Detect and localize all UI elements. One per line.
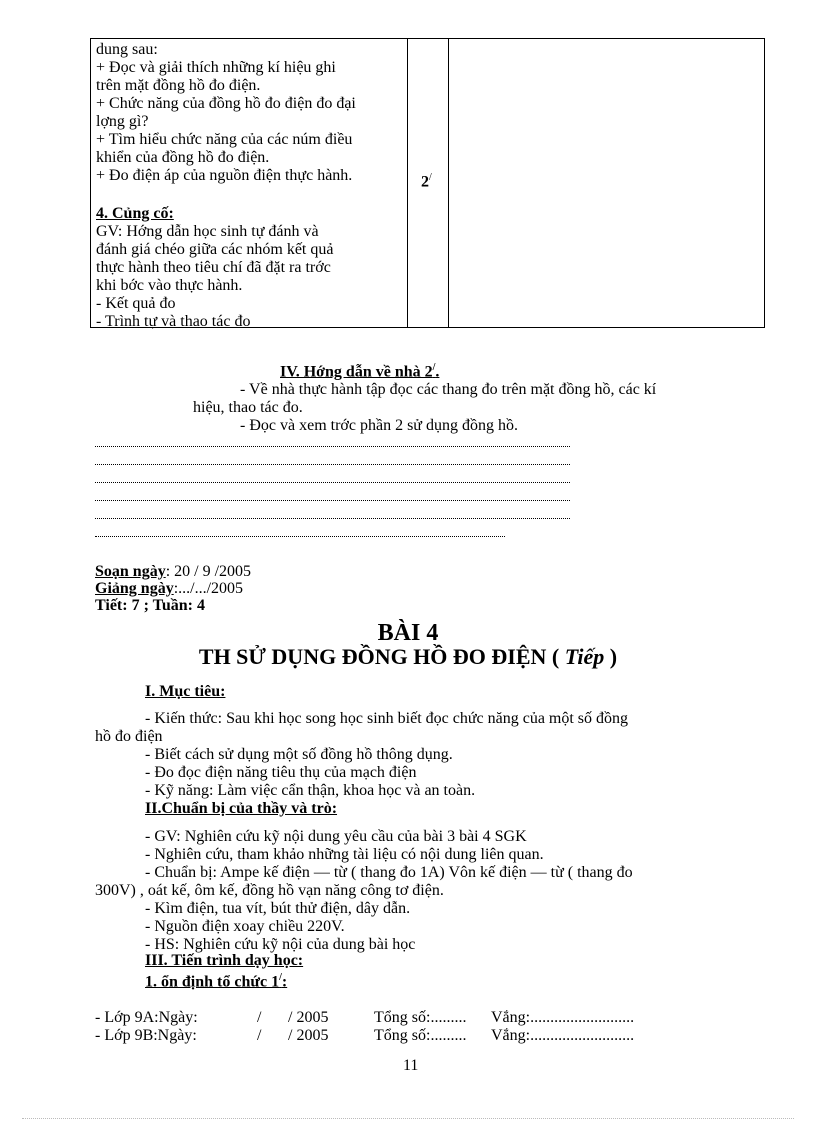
objective-line: - Kiến thức: Sau khi học song học sinh biết đọc chức năng của một số đồng [145, 710, 629, 727]
section3-subheading: 1. ổn định tổ chức 1/: [145, 972, 288, 991]
activity-line: khi bớc vào thực hành. [96, 277, 243, 294]
dotted-line [95, 462, 570, 465]
homework-line: hiệu, thao tác đo. [193, 399, 303, 416]
activity-line: + Chức năng của đồng hồ đo điện đo đại [96, 95, 356, 112]
activity-line: + Đo điện áp của nguồn điện thực hành. [96, 167, 353, 184]
objective-line: - Kỹ năng: Làm việc cẩn thận, khoa học và an toàn. [145, 782, 476, 799]
activity-line: thực hành theo tiêu chí đã đặt ra trớc [96, 259, 331, 276]
homework-heading: IV. Hớng dẫn về nhà 2/. [280, 362, 440, 381]
period-week: Tiết: 7 ; Tuần: 4 [95, 597, 205, 614]
dotted-line [95, 498, 570, 501]
homework-line: - Đọc và xem trớc phần 2 sử dụng đồng hồ. [240, 417, 518, 434]
homework-line: - Về nhà thực hành tập đọc các thang đo trên mặt đồng hồ, các kí [240, 381, 657, 398]
lesson-title: TH SỬ DỤNG ĐỒNG HỒ ĐO ĐIỆN ( Tiếp ) [198, 644, 618, 669]
activity-line: - Kết quả đo [96, 295, 176, 312]
dotted-line [95, 516, 570, 519]
activity-line: đánh giá chéo giữa các nhóm kết quả [96, 241, 334, 258]
activity-line: trên mặt đồng hồ đo điện. [96, 77, 261, 94]
activity-column [96, 41, 408, 331]
time-value: 2 [421, 173, 429, 191]
preparation-line: - GV: Nghiên cứu kỹ nội dung yêu cầu của bài 3 bài 4 SGK [145, 828, 527, 845]
activity-line: + Đọc và giải thích những kí hiệu ghi [96, 59, 336, 76]
activity-line: dung sau: [96, 41, 158, 58]
objective-line: - Biết cách sử dụng một số đồng hồ thông dụng. [145, 746, 453, 763]
table-divider [448, 39, 449, 327]
time-unit: / [429, 172, 432, 183]
objective-line: - Đo đọc điện năng tiêu thụ của mạch điện [145, 764, 417, 781]
activity-line: lợng gì? [96, 113, 149, 130]
prepare-date: Soạn ngày: 20 / 9 /2005 [95, 563, 252, 580]
preparation-line: - HS: Nghiên cứu kỹ nội của dung bài học [145, 936, 416, 953]
activity-line: khiển của đồng hồ đo điện. [96, 149, 270, 166]
time-cell [421, 169, 432, 191]
preparation-line: - Chuẩn bị: Ampe kế điện — từ ( thang đo 1A) Vôn kế điện — từ ( thang đo [145, 864, 633, 881]
activity-line: + Tìm hiểu chức năng của các núm điều [96, 131, 353, 148]
page-number: 11 [403, 1057, 419, 1074]
activity-line: GV: Hớng dẫn học sinh tự đánh và [96, 223, 319, 240]
teach-date: Giảng ngày:.../.../2005 [95, 580, 244, 597]
preparation-line: - Kìm điện, tua vít, bút thử điện, dây dẫn. [145, 900, 411, 917]
section1-heading: I. Mục tiêu: [145, 683, 226, 700]
preparation-line: 300V) , oát kế, ôm kế, đồng hồ vạn năng công tơ điện. [95, 882, 444, 899]
section2-heading: II.Chuẩn bị của thầy và trò: [145, 800, 338, 817]
activity-line: - Trình tự và thao tác đo [96, 313, 251, 330]
lesson-number: BÀI 4 [377, 620, 439, 646]
dotted-line [95, 444, 570, 447]
page-border [22, 1118, 794, 1119]
dotted-line [95, 480, 570, 483]
preparation-line: - Nguồn điện xoay chiều 220V. [145, 918, 345, 935]
preparation-line: - Nghiên cứu, tham khảo những tài liệu có nội dung liên quan. [145, 846, 544, 863]
dotted-line [95, 534, 505, 537]
section4-heading: 4. Củng cố: [96, 205, 174, 222]
section3-heading: III. Tiến trình dạy học: [145, 952, 304, 969]
content-table [90, 38, 765, 328]
objective-line: hồ đo điện [95, 728, 163, 745]
